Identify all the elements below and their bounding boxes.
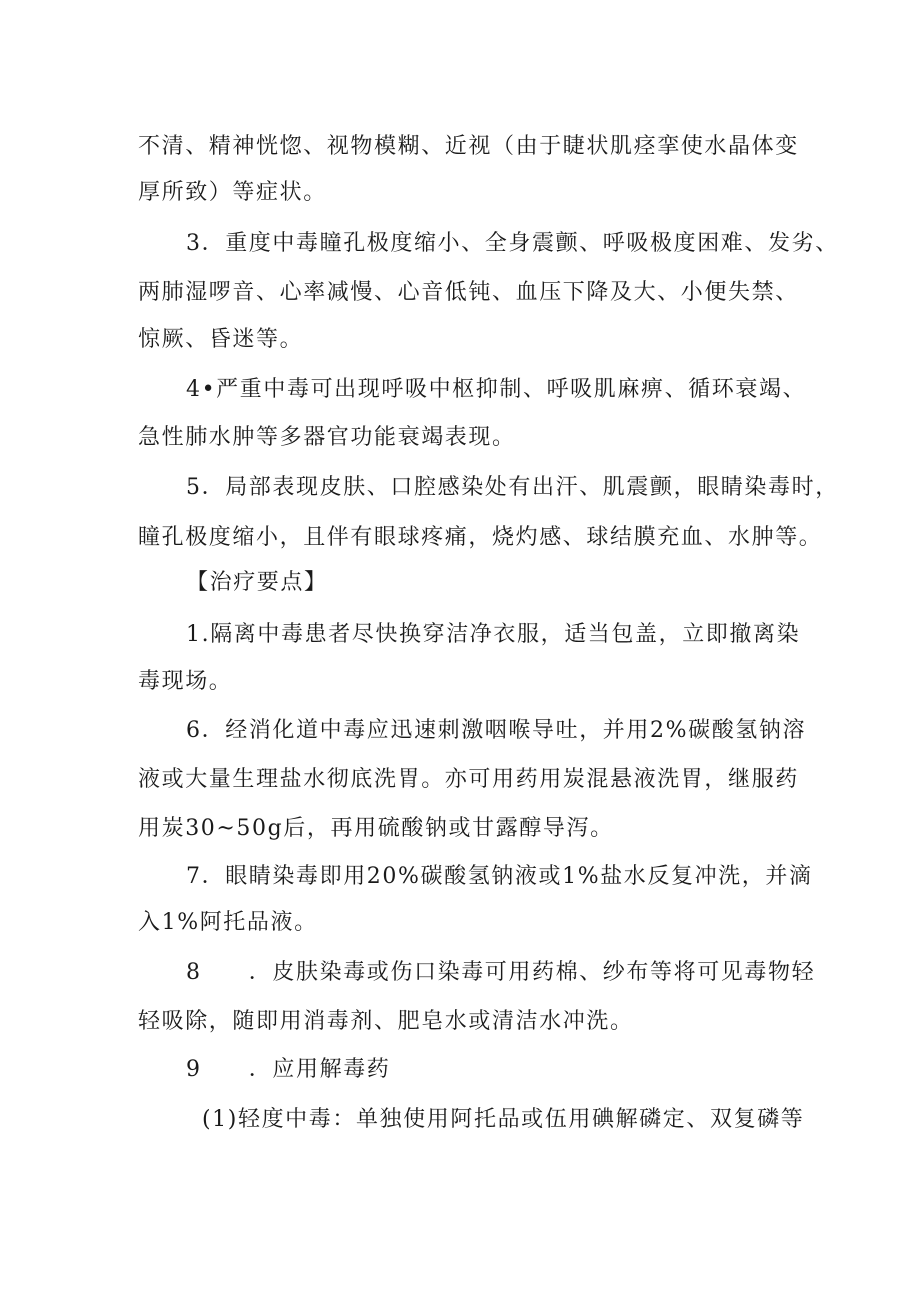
- paragraph-line: 不清、精神恍惚、视物模糊、近视（由于睫状肌痉挛使水晶体变: [138, 134, 799, 159]
- paragraph-line: 瞳孔极度缩小，且伴有眼球疼痛，烧灼感、球结膜充血、水肿等。: [138, 525, 823, 550]
- paragraph-line: 两肺湿啰音、心率减慢、心音低钝、血压下降及大、小便失禁、: [138, 280, 799, 305]
- paragraph-line: 9 ．应用解毒药: [186, 1057, 391, 1082]
- paragraph-line: (1)轻度中毒：单独使用阿托品或伍用碘解磷定、双复磷等: [202, 1107, 805, 1132]
- paragraph-line: 3．重度中毒瞳孔极度缩小、全身震颤、呼吸极度困难、发劣、: [186, 231, 839, 256]
- paragraph-line: 轻吸除，随即用消毒剂、肥皂水或清洁水冲洗。: [138, 1009, 634, 1034]
- paragraph-line: 6．经消化道中毒应迅速刺激咽喉导吐，并用2%碳酸氢钠溶: [186, 718, 807, 743]
- section-heading: 【治疗要点】: [186, 570, 328, 595]
- paragraph-line: 8 ．皮肤染毒或伤口染毒可用药棉、纱布等将可见毒物轻: [186, 960, 816, 985]
- paragraph-line: 厚所致）等症状。: [138, 180, 327, 205]
- paragraph-line: 液或大量生理盐水彻底洗胃。亦可用药用炭混悬液洗胃，继服药: [138, 767, 799, 792]
- paragraph-line: 毒现场。: [138, 669, 233, 694]
- paragraph-line: 惊厥、昏迷等。: [138, 327, 304, 352]
- paragraph-line: 用炭30~50g后，再用硫酸钠或甘露醇导泻。: [138, 816, 614, 841]
- paragraph-line: 4•严重中毒可出现呼吸中枢抑制、呼吸肌麻痹、循环衰竭、: [186, 377, 807, 402]
- paragraph-line: 入1%阿托品液。: [138, 910, 318, 935]
- paragraph-line: 5．局部表现皮肤、口腔感染处有出汗、肌震颤，眼睛染毒时，: [186, 475, 839, 500]
- paragraph-line: 急性肺水肿等多器官功能衰竭表现。: [138, 425, 516, 450]
- paragraph-line: 7．眼睛染毒即用20%碳酸氢钠液或1%盐水反复冲洗，并滴: [186, 864, 813, 889]
- paragraph-line: 1.隔离中毒患者尽快换穿洁净衣服，适当包盖，立即撤离染: [186, 622, 801, 647]
